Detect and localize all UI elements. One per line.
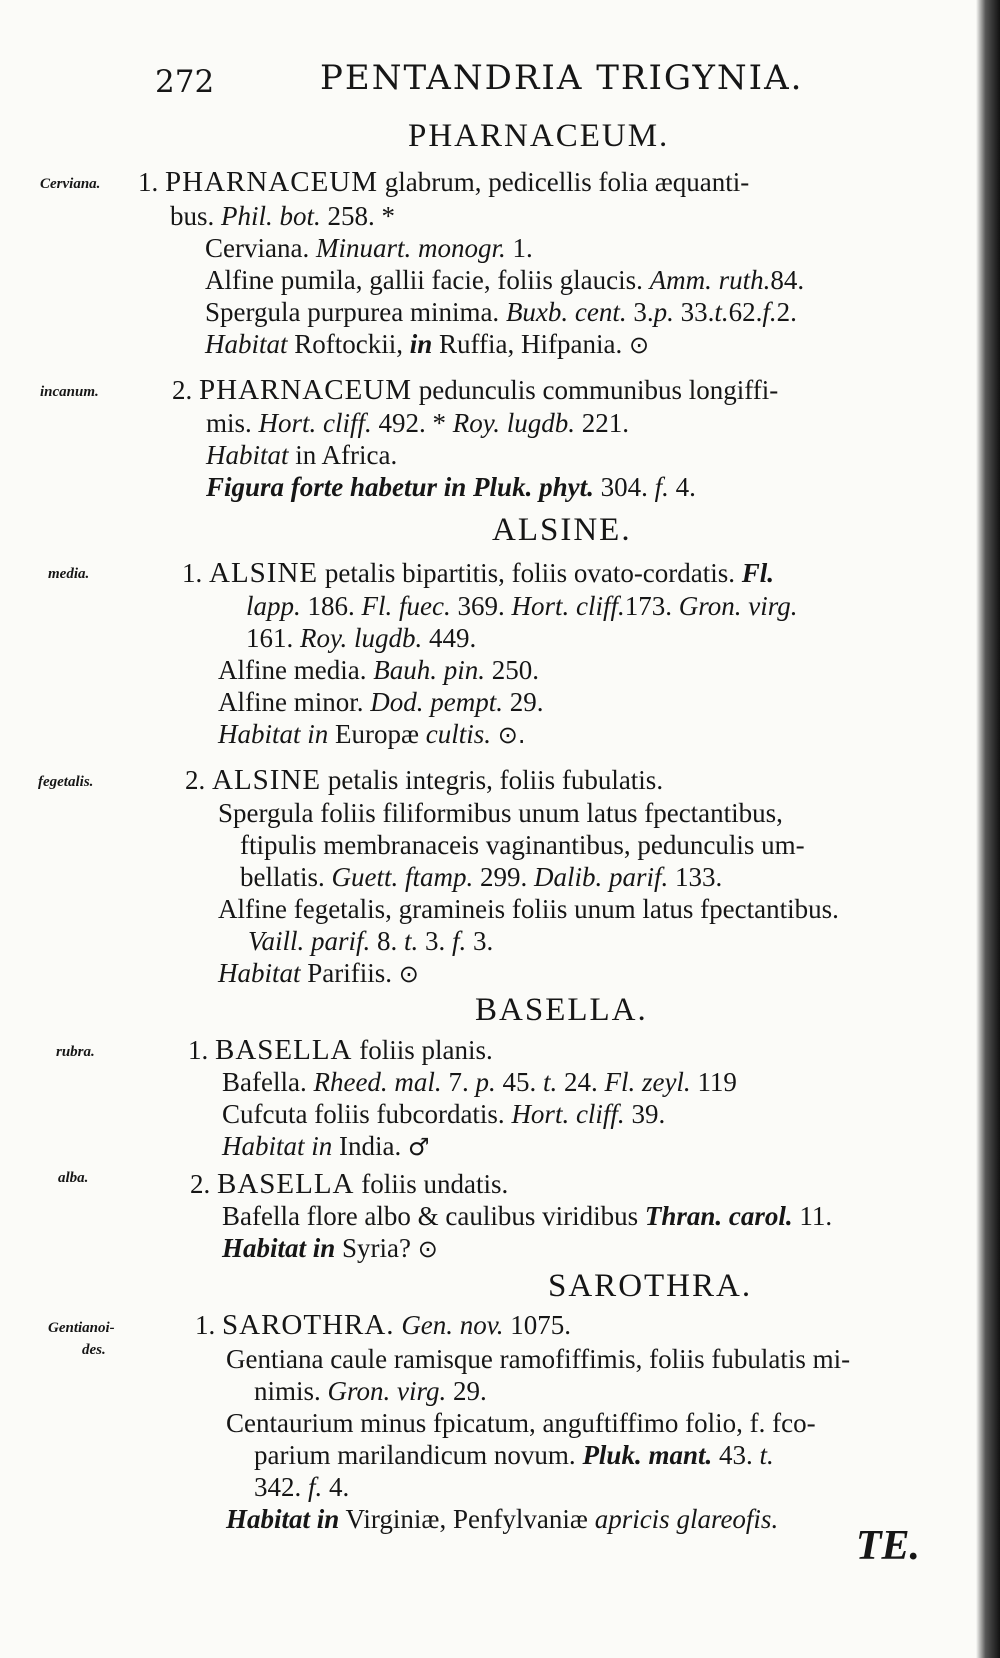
- annual-symbol-icon: ⊙: [398, 960, 419, 988]
- entry-line: 1. SAROTHRA. Gen. nov. 1075.: [195, 1309, 572, 1341]
- margin-species-gentianoides-cont: des.: [82, 1342, 106, 1358]
- entry-line: Cerviana. Minuart. monogr. 1.: [205, 233, 533, 263]
- biennial-symbol-icon: ♂: [408, 1133, 430, 1161]
- habitat-line: Habitat in Virginiæ, Penfylvaniæ apricis glareofis.: [226, 1504, 779, 1534]
- margin-species-alba: alba.: [58, 1170, 89, 1186]
- entry-line: 1. PHARNACEUM glabrum, pedicellis folia æquanti-: [138, 166, 750, 198]
- genus-heading-sarothra: SAROTHRA.: [548, 1268, 753, 1304]
- page-number: 272: [155, 64, 215, 100]
- entry-line: Cufcuta foliis fubcordatis. Hort. cliff. 39.: [222, 1099, 666, 1129]
- habitat-line: Habitat Parifiis. ⊙: [218, 958, 419, 988]
- entry-line: 2. BASELLA foliis undatis.: [190, 1168, 509, 1200]
- entry-line: Spergula purpurea minima. Buxb. cent. 3.p. 33.t.62.f.2.: [205, 297, 797, 327]
- entry-line: Figura forte habetur in Pluk. phyt. 304. f. 4.: [206, 472, 696, 502]
- entry-line: 2. ALSINE petalis integris, foliis fubulatis.: [185, 764, 664, 796]
- entry-line: Alfine pumila, gallii facie, foliis glaucis. Amm. ruth.84.: [205, 265, 805, 295]
- entry-line: 342. f. 4.: [254, 1472, 350, 1502]
- annual-symbol-icon: ⊙: [629, 331, 650, 359]
- genus-heading-pharnaceum: PHARNACEUM.: [408, 118, 670, 154]
- entry-line: Gentiana caule ramisque ramofiffimis, foliis fubulatis mi-: [226, 1344, 851, 1374]
- entry-line: Alfine media. Bauh. pin. 250.: [218, 655, 539, 685]
- habitat-line: Habitat in India. ♂: [222, 1131, 430, 1161]
- entry-line: bus. Phil. bot. 258. *: [170, 201, 396, 231]
- margin-species-media: media.: [48, 566, 90, 582]
- annual-symbol-icon: ⊙: [417, 1235, 438, 1263]
- margin-species-cerviana: Cerviana.: [40, 176, 101, 192]
- entry-line: Centaurium minus fpicatum, anguftiffimo folio, f. fco-: [226, 1408, 816, 1438]
- genus-heading-basella: BASELLA.: [475, 992, 648, 1028]
- entry-line: parium marilandicum novum. Pluk. mant. 43. t.: [254, 1440, 774, 1470]
- entry-line: Bafella. Rheed. mal. 7. p. 45. t. 24. Fl. zeyl. 119: [222, 1067, 737, 1097]
- entry-line: nimis. Gron. virg. 29.: [254, 1376, 487, 1406]
- genus-heading-alsine: ALSINE.: [492, 512, 632, 548]
- entry-line: Bafella flore albo & caulibus viridibus Thran. carol. 11.: [222, 1201, 833, 1231]
- entry-line: 161. Roy. lugdb. 449.: [246, 623, 477, 653]
- habitat-line: Habitat in Europæ cultis. ⊙.: [218, 719, 526, 749]
- entry-line: mis. Hort. cliff. 492. * Roy. lugdb. 221.: [206, 408, 630, 438]
- habitat-line: Habitat in Africa.: [206, 440, 398, 470]
- margin-species-gentianoides: Gentianoi-: [48, 1320, 115, 1336]
- margin-species-incanum: incanum.: [40, 384, 99, 400]
- entry-line: bellatis. Guett. ftamp. 299. Dalib. parif. 133.: [240, 862, 723, 892]
- margin-species-rubra: rubra.: [56, 1044, 95, 1060]
- entry-line: 1. ALSINE petalis bipartitis, foliis ovato-cordatis. Fl.: [182, 557, 775, 589]
- entry-line: Alfine minor. Dod. pempt. 29.: [218, 687, 544, 717]
- entry-line: ftipulis membranaceis vaginantibus, pedunculis um-: [240, 830, 805, 860]
- running-title: PENTANDRIA TRIGYNIA.: [320, 58, 804, 98]
- entry-line: Spergula foliis filiformibus unum latus fpectantibus,: [218, 798, 783, 828]
- entry-line: 2. PHARNACEUM pedunculis communibus longiffi-: [172, 374, 779, 406]
- page-edge-shadow: [976, 0, 1000, 1658]
- catchword: TE.: [855, 1523, 920, 1569]
- entry-line: Alfine fegetalis, gramineis foliis unum latus fpectantibus.: [218, 894, 839, 924]
- habitat-line: Habitat Roftockii, in Ruffia, Hifpania. ⊙: [205, 329, 650, 359]
- page-header: [0, 58, 1000, 108]
- annual-symbol-icon: ⊙.: [497, 721, 526, 749]
- habitat-line: Habitat in Syria? ⊙: [222, 1233, 438, 1263]
- margin-species-segetalis: fegetalis.: [38, 774, 94, 790]
- entry-line: Vaill. parif. 8. t. 3. f. 3.: [248, 926, 494, 956]
- entry-line: 1. BASELLA foliis planis.: [188, 1034, 493, 1066]
- entry-line: lapp. 186. Fl. fuec. 369. Hort. cliff.173. Gron. virg.: [246, 591, 798, 621]
